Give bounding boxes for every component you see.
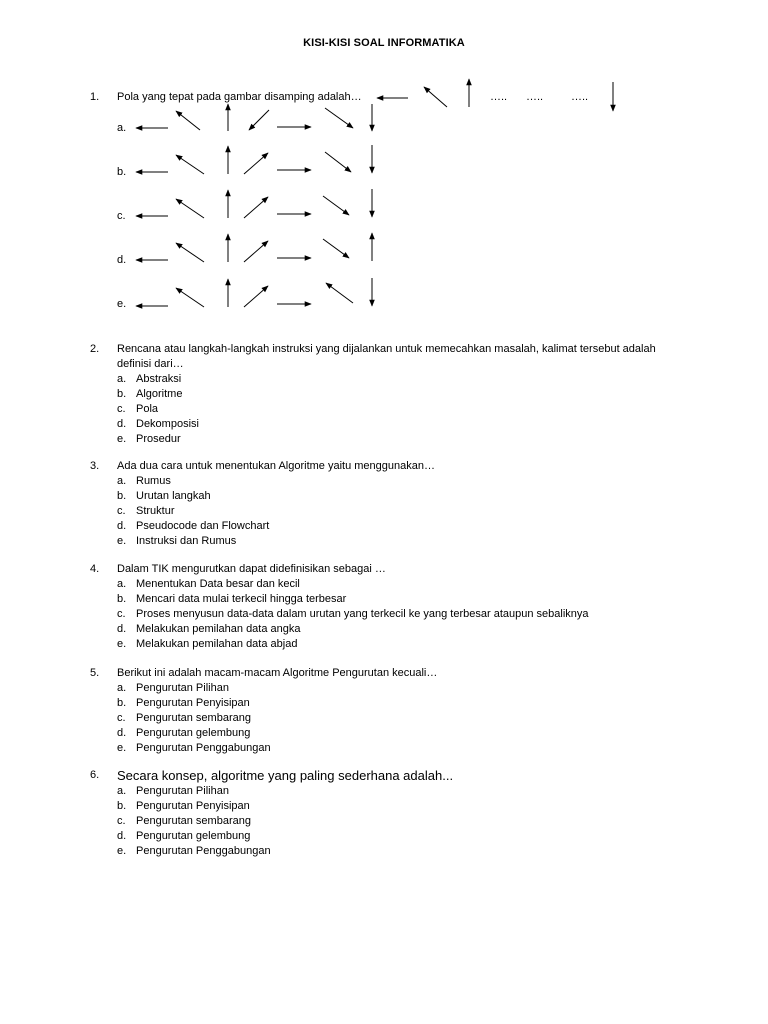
question-2 <box>90 342 690 447</box>
arrow-down-right-icon <box>325 152 351 172</box>
option-b <box>90 592 690 607</box>
option-text: Abstraksi <box>136 373 182 385</box>
option-list <box>90 681 690 756</box>
option-letter: c. <box>117 403 126 415</box>
question-text: Berikut ini adalah macam-macam Algoritme Pengurutan kecuali… <box>117 667 438 679</box>
option-letter: e. <box>117 638 127 650</box>
option-text: Urutan langkah <box>136 490 211 502</box>
blank-dots: ….. <box>490 91 508 103</box>
option-letter: e. <box>117 433 127 445</box>
arrow-up-left-icon <box>176 199 204 218</box>
option-letter: b. <box>117 593 127 605</box>
option-letter: a. <box>117 785 127 797</box>
question-text: Rencana atau langkah-langkah instruksi yang dijalankan untuk memecahkan masalah, kalimat tersebut adalah definisi dari… <box>117 343 656 370</box>
question-3 <box>90 459 690 549</box>
question-text: Secara konsep, algoritme yang paling sederhana adalah... <box>117 768 454 783</box>
arrow-up-right-icon <box>244 197 268 218</box>
question-number: 1. <box>90 91 100 103</box>
option-e <box>90 637 690 652</box>
option-d <box>90 622 690 637</box>
option-text: Pengurutan Penyisipan <box>136 800 250 812</box>
blank-dots: ….. <box>526 91 544 103</box>
option-letter: e. <box>117 742 127 754</box>
option-d <box>90 726 690 741</box>
option-letter: a. <box>117 475 127 487</box>
option-b <box>90 696 690 711</box>
question-number: 6. <box>90 769 100 781</box>
option-c <box>90 711 690 726</box>
option-letter: c. <box>117 505 126 517</box>
option-text: Instruksi dan Rumus <box>136 535 237 547</box>
option-a <box>90 784 690 799</box>
option-e <box>90 844 690 859</box>
question-text: Dalam TIK mengurutkan dapat didefinisikan sebagai … <box>117 563 386 575</box>
option-d <box>90 829 690 844</box>
option-b <box>90 489 690 504</box>
question-number: 2. <box>90 343 100 355</box>
option-letter-a: a. <box>117 122 127 134</box>
option-text: Mencari data mulai terkecil hingga terbesar <box>136 593 347 605</box>
option-letter-b: b. <box>117 166 127 178</box>
option-d <box>90 417 690 432</box>
option-list <box>90 372 690 447</box>
option-letter: d. <box>117 520 127 532</box>
option-letter-d: d. <box>117 254 127 266</box>
option-text: Pengurutan sembarang <box>136 815 251 827</box>
option-letter: b. <box>117 697 127 709</box>
option-letter: e. <box>117 535 127 547</box>
question-number: 4. <box>90 563 100 575</box>
arrow-down-right-icon <box>323 196 349 215</box>
option-letter: b. <box>117 388 127 400</box>
option-c <box>90 504 690 519</box>
option-text: Pengurutan Pilihan <box>136 682 229 694</box>
option-e <box>90 432 690 447</box>
option-letter: d. <box>117 727 127 739</box>
option-list <box>90 474 690 549</box>
option-a <box>90 577 690 592</box>
option-letter: d. <box>117 418 127 430</box>
option-text: Pseudocode dan Flowchart <box>136 520 270 532</box>
option-text: Pengurutan gelembung <box>136 830 251 842</box>
option-text: Struktur <box>136 505 175 517</box>
question-4 <box>90 562 690 652</box>
question-5 <box>90 666 690 756</box>
option-text: Algoritme <box>136 388 183 400</box>
arrow-down-right-icon <box>325 108 353 128</box>
option-text: Pengurutan Pilihan <box>136 785 229 797</box>
option-letter: d. <box>117 830 127 842</box>
question-6 <box>90 767 690 859</box>
option-letter: b. <box>117 800 127 812</box>
question-text: Pola yang tepat pada gambar disamping adalah… <box>117 91 362 103</box>
option-text: Pengurutan Penyisipan <box>136 697 250 709</box>
option-text: Pengurutan Penggabungan <box>136 742 271 754</box>
question-text: Ada dua cara untuk menentukan Algoritme yaitu menggunakan… <box>117 460 435 472</box>
option-text: Pola <box>136 403 159 415</box>
question-number: 3. <box>90 460 100 472</box>
option-letter: e. <box>117 845 127 857</box>
option-b <box>90 799 690 814</box>
option-text: Melakukan pemilahan data angka <box>136 623 301 635</box>
option-text: Prosedur <box>136 433 181 445</box>
blank-dots: ….. <box>571 91 589 103</box>
option-text: Rumus <box>136 475 171 487</box>
option-letter-c: c. <box>117 210 126 222</box>
question-number: 5. <box>90 667 100 679</box>
arrow-up-left-icon <box>176 111 200 130</box>
arrow-down-left-icon <box>249 110 269 130</box>
option-text: Pengurutan Penggabungan <box>136 845 271 857</box>
option-text: Pengurutan gelembung <box>136 727 251 739</box>
pattern-arrows <box>0 0 768 330</box>
option-letter-e: e. <box>117 298 127 310</box>
option-e <box>90 534 690 549</box>
option-letter: a. <box>117 373 127 385</box>
arrow-up-left-icon <box>176 243 204 262</box>
option-text: Melakukan pemilahan data abjad <box>136 638 298 650</box>
option-list <box>90 577 690 652</box>
arrow-up-left-icon <box>424 87 447 107</box>
option-letter: a. <box>117 682 127 694</box>
option-letter: b. <box>117 490 127 502</box>
option-b <box>90 387 690 402</box>
arrow-up-right-icon <box>244 286 268 307</box>
option-letter: c. <box>117 712 126 724</box>
option-text: Menentukan Data besar dan kecil <box>136 578 300 590</box>
option-letter: c. <box>117 815 126 827</box>
option-list <box>90 784 690 859</box>
option-e <box>90 741 690 756</box>
option-letter: a. <box>117 578 127 590</box>
option-letter: d. <box>117 623 127 635</box>
arrow-down-right-icon <box>323 239 349 258</box>
option-a <box>90 372 690 387</box>
document-title: KISI-KISI SOAL INFORMATIKA <box>303 37 465 49</box>
option-letter: c. <box>117 608 126 620</box>
option-a <box>90 681 690 696</box>
arrow-up-right-icon <box>244 241 268 262</box>
option-text: Pengurutan sembarang <box>136 712 251 724</box>
option-c <box>90 607 690 622</box>
arrow-up-left-icon <box>176 155 204 174</box>
option-c <box>90 402 690 417</box>
option-text: Proses menyusun data-data dalam urutan yang terkecil ke yang terbesar ataupun sebaliknya <box>136 608 589 620</box>
option-c <box>90 814 690 829</box>
arrow-up-left-icon <box>326 283 353 303</box>
arrow-up-left-icon <box>176 288 204 307</box>
option-d <box>90 519 690 534</box>
option-text: Dekomposisi <box>136 418 199 430</box>
arrow-up-right-icon <box>244 153 268 174</box>
option-a <box>90 474 690 489</box>
